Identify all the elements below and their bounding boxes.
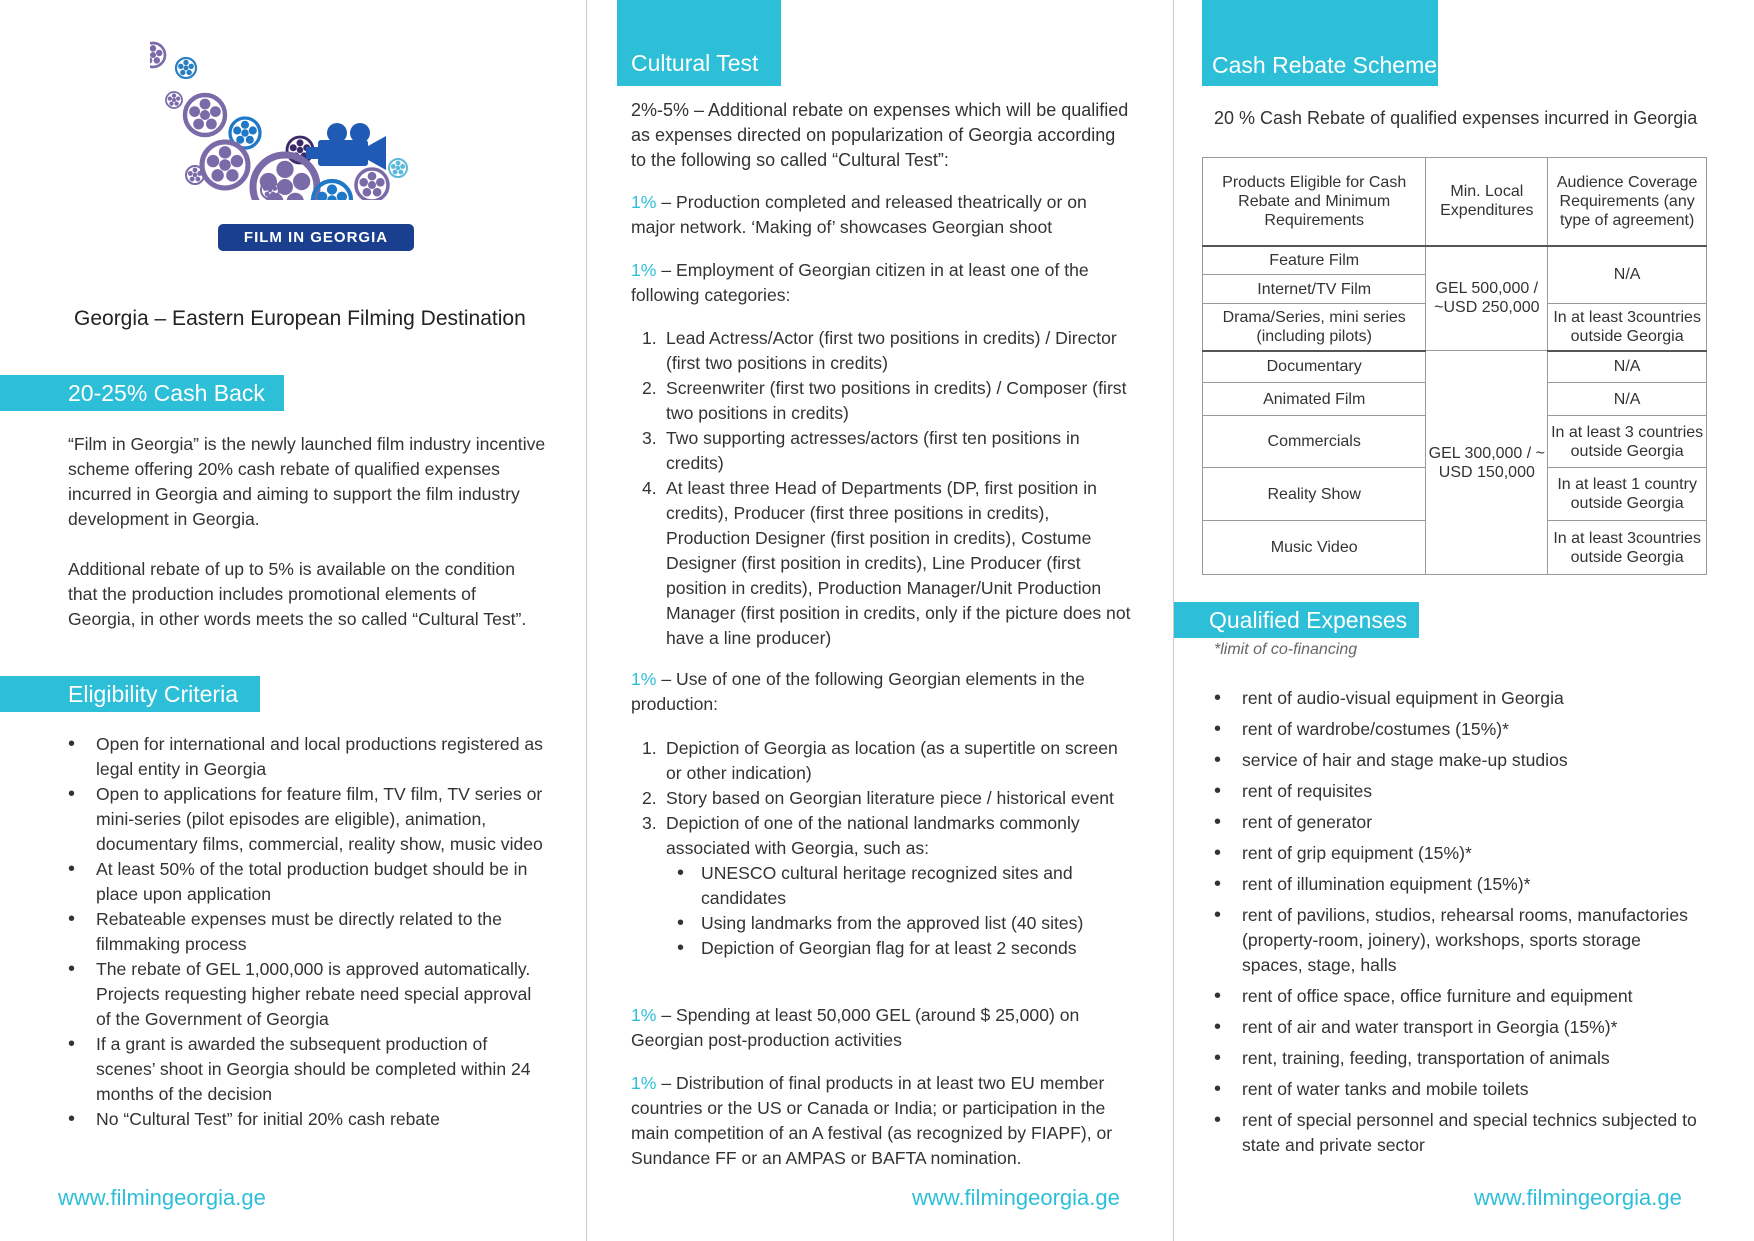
table-cell: N/A xyxy=(1548,383,1707,416)
table-cell: In at least 3countries outside Georgia xyxy=(1548,521,1707,575)
criterion-text: – Employment of Georgian citizen in at least one of the following categories: xyxy=(631,260,1089,305)
list-item: 1. Depiction of Georgia as location (as a supertitle on screen or other indication) xyxy=(642,738,1118,783)
additional-rebate-paragraph: Additional rebate of up to 5% is available on the condition that the production includes promotional elements of Georgia, in other words meets the so called “Cultural Test”. xyxy=(68,559,527,629)
table-cell: N/A xyxy=(1548,351,1707,383)
list-item: • rent of generator xyxy=(1214,810,1734,835)
list-item: 2. Screenwriter (first two positions in credits) / Composer (first two positions in credits) xyxy=(642,378,1127,423)
table-cell: Commercials xyxy=(1203,416,1426,468)
list-item: • Rebateable expenses must be directly related to the filmmaking process xyxy=(68,907,546,957)
panel-right xyxy=(1173,0,1754,1241)
table-cell: In at least 1 country outside Georgia xyxy=(1548,468,1707,521)
criterion-3 xyxy=(631,667,1131,717)
website-link[interactable]: www.filmingeorgia.ge xyxy=(1474,1185,1682,1210)
table-cell: Animated Film xyxy=(1203,383,1426,416)
georgian-elements-list xyxy=(631,736,1131,961)
panel-middle xyxy=(586,0,1173,1241)
table-cell: GEL 300,000 / ~ USD 150,000 xyxy=(1426,351,1548,575)
list-item: • Open for international and local productions registered as legal entity in Georgia xyxy=(68,732,546,782)
list-item: 3. Two supporting actresses/actors (first ten positions in credits) xyxy=(642,428,1080,473)
film-reels-camera-icon xyxy=(150,40,460,200)
list-item: 2. Story based on Georgian literature piece / historical event xyxy=(642,788,1114,808)
criterion-text: – Use of one of the following Georgian elements in the production: xyxy=(631,669,1085,714)
list-item: • rent, training, feeding, transportation of animals xyxy=(1214,1046,1734,1071)
criterion-1 xyxy=(631,190,1131,240)
table-header: Audience Coverage Requirements (any type of agreement) xyxy=(1548,158,1707,246)
criterion-text: – Distribution of final products in at least two EU member countries or the US or Canada or India; or participation in the main competition of an A festival (as recognized by FIAPF), or Sundance FF or an AMPAS or BAFTA nomination. xyxy=(631,1073,1113,1168)
table-cell: Feature Film xyxy=(1203,246,1426,275)
table-cell: Internet/TV Film xyxy=(1203,275,1426,304)
table-cell: Drama/Series, mini series (including pilots) xyxy=(1203,304,1426,351)
intro-paragraph: “Film in Georgia” is the newly launched film industry incentive scheme offering 20% cash rebate of qualified expenses incurred in Georgia and aiming to support the film industry development in Georgia. xyxy=(68,434,546,529)
table-cell: Documentary xyxy=(1203,351,1426,383)
percent-label: 1% xyxy=(631,1073,657,1093)
percent-label: 1% xyxy=(631,1005,657,1025)
criterion-text: – Spending at least 50,000 GEL (around $ 25,000) on Georgian post-production activities xyxy=(631,1005,1080,1050)
list-item: • At least 50% of the total production budget should be in place upon application xyxy=(68,857,546,907)
cultural-test-intro: 2%-5% – Additional rebate on expenses which will be qualified as expenses directed on popularization of Georgia according to the following so called “Cultural Test”: xyxy=(631,100,1129,170)
table-cell: Reality Show xyxy=(1203,468,1426,521)
list-item: • The rebate of GEL 1,000,000 is approved automatically. Projects requesting higher rebate need special approval of the Government of Georgia xyxy=(68,957,546,1032)
table-header: Min. Local Expenditures xyxy=(1426,158,1548,246)
list-item: • rent of water tanks and mobile toilets xyxy=(1214,1077,1734,1102)
list-item: • service of hair and stage make-up studios xyxy=(1214,748,1734,773)
criterion-text: – Production completed and released theatrically or on major network. ‘Making of’ showcases Georgian shoot xyxy=(631,192,1087,237)
percent-label: 1% xyxy=(631,669,657,689)
list-item: 1. Lead Actress/Actor (first two positions in credits) / Director (first two positions in credits) xyxy=(642,328,1117,373)
table-cell: In at least 3countries outside Georgia xyxy=(1548,304,1707,351)
list-item: • rent of grip equipment (15%)* xyxy=(1214,841,1734,866)
cashback-heading: 20-25% Cash Back xyxy=(0,375,284,411)
list-item: • rent of wardrobe/costumes (15%)* xyxy=(1214,717,1734,742)
list-item: • rent of pavilions, studios, rehearsal rooms, manufactories (property-room, joinery), workshops, sports storage spaces, stage, halls xyxy=(1214,903,1734,978)
landmarks-sublist xyxy=(666,861,1131,961)
cofinancing-note: *limit of co-financing xyxy=(1214,641,1358,658)
list-item: 3. Depiction of one of the national landmarks commonly associated with Georgia, such as: • UNESCO cultural heritage recognized sites and candidates • Using landmarks from the approved list (40 sites) • Depiction of Georgian flag for at least 2 seconds xyxy=(631,811,1131,961)
list-item: • UNESCO cultural heritage recognized sites and candidates xyxy=(666,861,1131,911)
table-cell: In at least 3 countries outside Georgia xyxy=(1548,416,1707,468)
cash-rebate-heading: Cash Rebate Scheme xyxy=(1202,0,1438,86)
table-header: Products Eligible for Cash Rebate and Minimum Requirements xyxy=(1203,158,1426,246)
list-item: • Using landmarks from the approved list (40 sites) xyxy=(666,911,1131,936)
cultural-test-heading: Cultural Test xyxy=(617,0,781,86)
list-item: • Open to applications for feature film, TV film, TV series or mini-series (pilot episodes are eligible), animation, documentary films, commercial, reality show, music video xyxy=(68,782,546,857)
cash-rebate-subtitle: 20 % Cash Rebate of qualified expenses incurred in Georgia xyxy=(1214,108,1698,128)
list-item: • rent of air and water transport in Georgia (15%)* xyxy=(1214,1015,1734,1040)
percent-label: 1% xyxy=(631,260,657,280)
employment-list xyxy=(631,326,1131,651)
table-cell: GEL 500,000 / ~USD 250,000 xyxy=(1426,246,1548,351)
tagline: Georgia – Eastern European Filming Destination xyxy=(74,307,526,330)
list-item: • rent of office space, office furniture and equipment xyxy=(1214,984,1734,1009)
qualified-expenses-heading: Qualified Expenses xyxy=(1174,602,1419,638)
list-item: • rent of illumination equipment (15%)* xyxy=(1214,872,1734,897)
list-item: • If a grant is awarded the subsequent production of scenes’ shoot in Georgia should be completed within 24 months of the decision xyxy=(68,1032,546,1107)
criterion-4 xyxy=(631,1003,1131,1053)
list-item: 4. At least three Head of Departments (DP, first position in credits), Producer (first three positions in credits), Production Designer (first position in credits), Costume Designer (first position in credits), Line Producer (first position in credits), Production Manager/Unit Production Manager (first position in credits, only if the picture does not have a line producer) xyxy=(642,478,1131,648)
table-cell: Music Video xyxy=(1203,521,1426,575)
table-cell: N/A xyxy=(1548,246,1707,304)
brand-badge: FILM IN GEORGIA xyxy=(218,224,414,251)
rebate-table xyxy=(1202,157,1707,575)
expenses-list xyxy=(1214,686,1734,1158)
list-item: • rent of special personnel and special technics subjected to state and private sector xyxy=(1214,1108,1734,1158)
panel-left xyxy=(0,0,586,1241)
eligibility-list xyxy=(68,732,546,1132)
list-item: • Depiction of Georgian flag for at least 2 seconds xyxy=(666,936,1131,961)
website-link[interactable]: www.filmingeorgia.ge xyxy=(912,1185,1120,1210)
criterion-5 xyxy=(631,1071,1136,1171)
percent-label: 1% xyxy=(631,192,657,212)
list-item: • rent of requisites xyxy=(1214,779,1734,804)
list-item: • rent of audio-visual equipment in Georgia xyxy=(1214,686,1734,711)
list-item: • No “Cultural Test” for initial 20% cash rebate xyxy=(68,1107,546,1132)
criterion-2 xyxy=(631,258,1131,308)
website-link[interactable]: www.filmingeorgia.ge xyxy=(58,1185,266,1210)
eligibility-heading: Eligibility Criteria xyxy=(0,676,260,712)
